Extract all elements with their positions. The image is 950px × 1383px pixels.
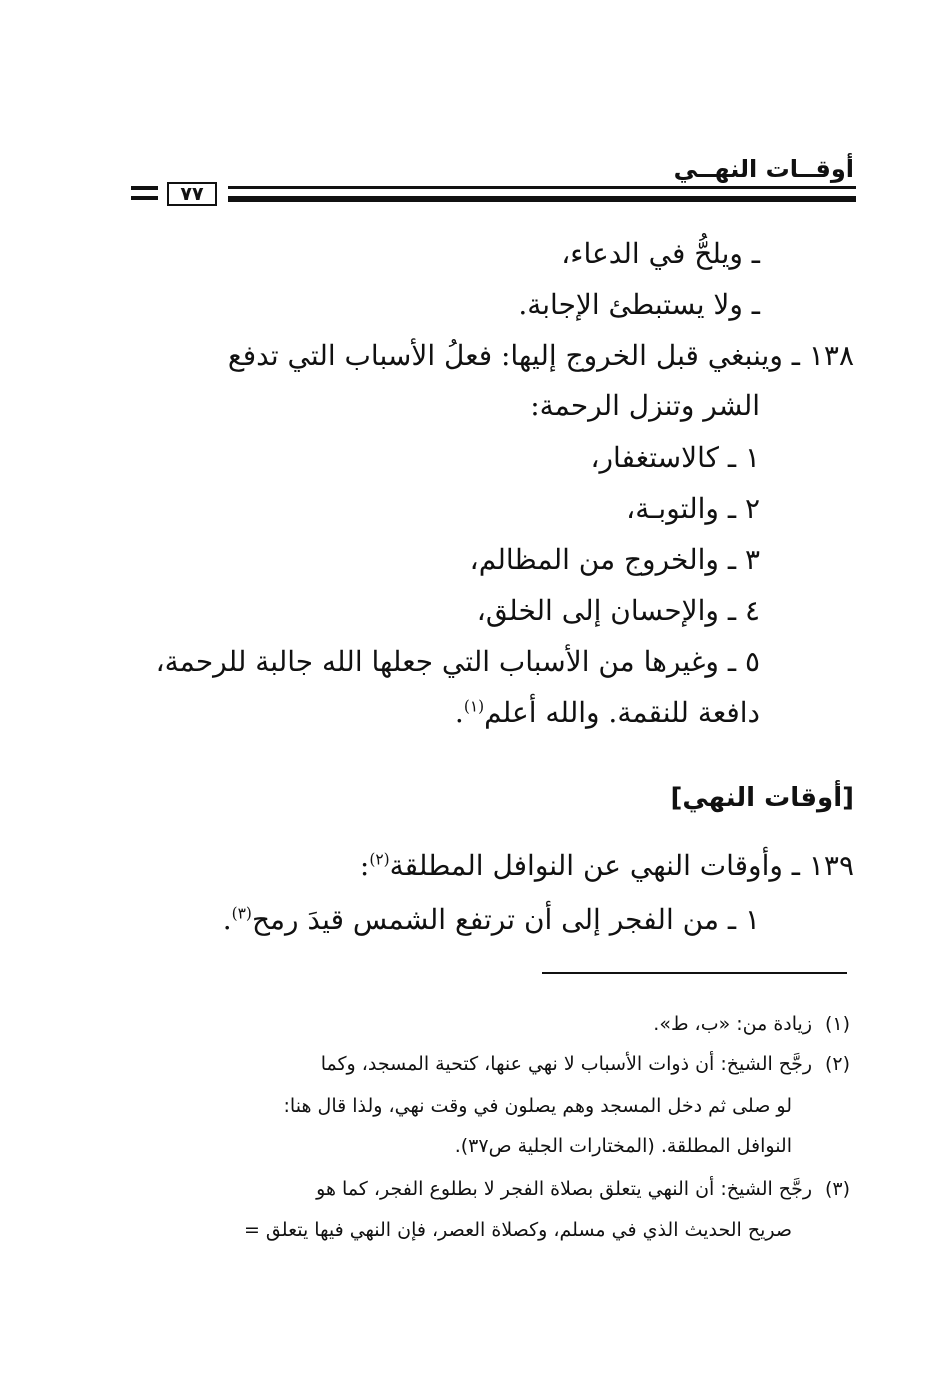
footnote-text: رجَّح الشيخ: أن النهي يتعلق بصلاة الفجر لا بطلوع الفجر، كما هو: [316, 1178, 812, 1200]
para-139: [360, 846, 854, 886]
footnote-text-continuation: صريح الحديث الذي في مسلم، وكصلاة العصر، فإن النهي فيها يتعلق =: [243, 1219, 792, 1241]
footnote-text: رجَّح الشيخ: أن ذوات الأسباب لا نهي عنها، كتحية المسجد، وكما: [320, 1053, 812, 1075]
footnote-ref: (٣): [231, 904, 252, 923]
footnote-text-continuation: النوافل المطلقة. (المختارات الجلية ص٣٧).: [454, 1135, 792, 1157]
para-139-item1-text: ١ ـ من الفجر إلى أن ترتفع الشمس قيدَ رمح: [251, 903, 760, 936]
footnote-ref: (١): [463, 697, 485, 716]
list-item: ٤ ـ والإحسان إلى الخلق،: [476, 594, 760, 627]
para-139-item1-end: .: [222, 903, 232, 936]
para-138-line2: الشر وتنزل الرحمة:: [530, 389, 760, 422]
footnote-number: (٣): [824, 1178, 850, 1200]
list-item: ٥ ـ وغيرها من الأسباب التي جعلها الله جالبة للرحمة،: [155, 645, 760, 678]
footnote-number: (٢): [824, 1053, 850, 1075]
list-item-5-text: دافعة للنقمة. والله أعلم: [484, 696, 760, 729]
footnote: [125, 1046, 850, 1082]
list-item-5-continuation: دافعة للنقمة. والله أعلم$^{(١)}$.: [454, 696, 760, 729]
header-rule-thin: [228, 186, 856, 189]
footnote-text-continuation: لو صلى ثم دخل المسجد وهم يصلون في وقت نهي، ولذا قال هنا:: [283, 1095, 792, 1117]
header-ornament-top: [131, 186, 158, 190]
para-139-text: ١٣٩ ـ وأوقات النهي عن النوافل المطلقة: [389, 849, 854, 882]
footnote: [125, 1006, 850, 1042]
footnote-separator: [542, 972, 847, 974]
header-ornament-bottom: [131, 196, 158, 200]
running-title: أوقــات النهــي: [673, 155, 854, 183]
list-item: ١ ـ كالاستغفار،: [590, 441, 760, 474]
item-hasten: ـ ولا يستبطئ الإجابة.: [518, 288, 760, 321]
para-138-line1: ١٣٨ ـ وينبغي قبل الخروج إليها: فعلُ الأسباب التي تدفع: [227, 339, 854, 372]
header-rule-thick: [228, 196, 856, 202]
page-number: ٧٧: [167, 182, 217, 206]
section-title: [أوقات النهي]: [670, 783, 854, 813]
item-pray: ـ ويلحُّ في الدعاء،: [561, 237, 760, 270]
footnote: [125, 1171, 850, 1207]
para-139-colon: :: [359, 849, 370, 882]
list-item: ٢ ـ والتوبـة،: [626, 492, 760, 525]
footnote-text: زيادة من: «ب، ط».: [653, 1013, 812, 1035]
footnote-ref: (٢): [369, 850, 390, 869]
para-139-item1: [223, 900, 760, 940]
footnote-number: (١): [824, 1013, 850, 1035]
list-item: ٣ ـ والخروج من المظالم،: [469, 543, 760, 576]
